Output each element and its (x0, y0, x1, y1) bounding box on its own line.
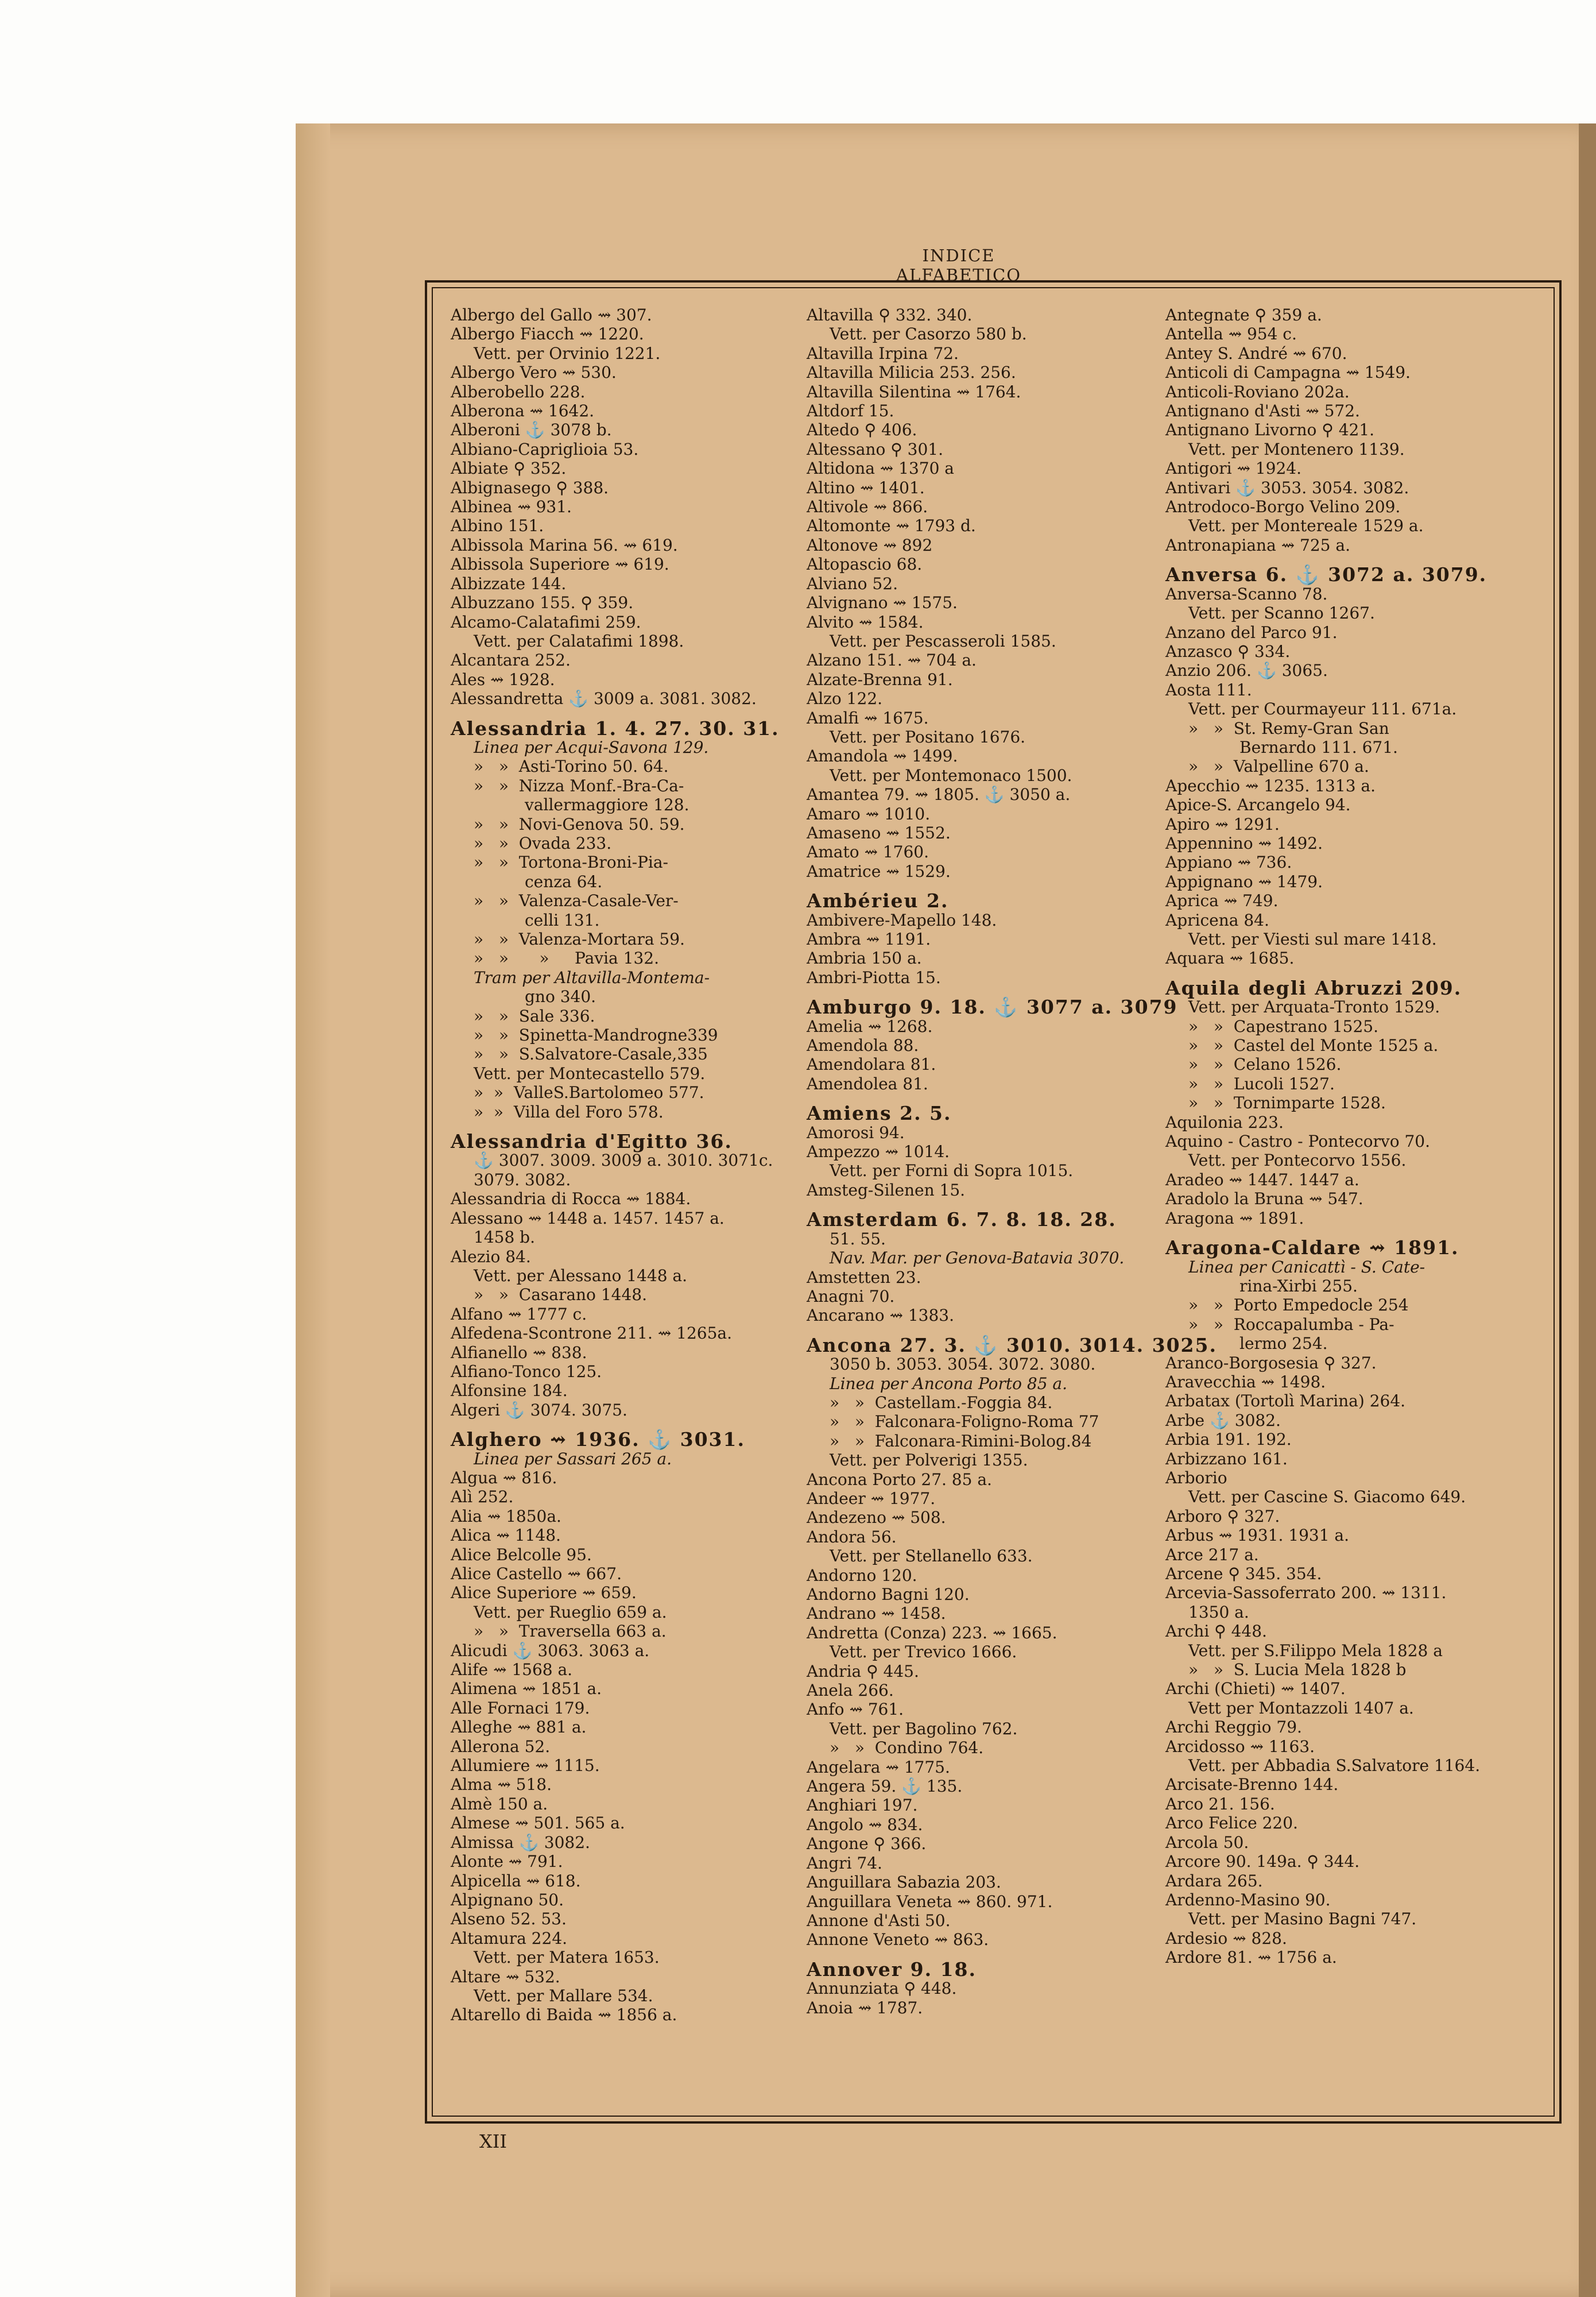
index-entry: Altavilla Silentina ⇝ 1764. (807, 382, 1021, 401)
index-entry: Altavilla ⚲ 332. 340. (807, 306, 973, 324)
page-number: XII (479, 2130, 508, 2152)
index-entry: Apiro ⇝ 1291. (1165, 814, 1280, 834)
index-entry: » » Sale 336. (474, 1006, 595, 1026)
index-entry: » » Celano 1526. (1188, 1055, 1342, 1074)
index-entry: » » S.Salvatore-Casale,335 (474, 1045, 708, 1064)
index-entry: Vett. per Montemonaco 1500. (830, 765, 1072, 785)
index-entry: Andria ⚲ 445. (807, 1661, 919, 1681)
index-entry: Vett. per Matera 1653. (474, 1948, 660, 1967)
index-entry: Altidona ⇝ 1370 a (807, 459, 955, 478)
page-spine (1579, 123, 1596, 2297)
index-entry: Arcisate-Brenno 144. (1165, 1775, 1339, 1795)
index-entry: Alcantara 252. (451, 651, 571, 670)
index-entry: Anoia ⇝ 1787. (807, 1998, 923, 2017)
index-entry: Altedo ⚲ 406. (807, 420, 917, 440)
index-entry: Vett. per Pontecorvo 1556. (1188, 1151, 1407, 1170)
index-entry: vallermaggiore 128. (474, 795, 689, 815)
index-entry: Albizzate 144. (451, 574, 567, 593)
index-entry: Alberona ⇝ 1642. (451, 401, 595, 421)
index-entry: Aquilonia 223. (1165, 1112, 1284, 1132)
index-entry: Ambria 150 a. (807, 949, 922, 968)
index-entry: Vett. per Montereale 1529 a. (1188, 516, 1424, 536)
index-entry: Angera 59. ⚓ 135. (807, 1777, 963, 1796)
index-entry: Archi ⚲ 448. (1165, 1622, 1267, 1641)
index-entry: » » Falconara-Foligno-Roma 77 (830, 1412, 1099, 1432)
index-entry: Aranco-Borgosesia ⚲ 327. (1165, 1353, 1377, 1372)
index-entry: Anguillara Sabazia 203. (807, 1873, 1001, 1892)
index-entry: Aragona ⇝ 1891. (1165, 1208, 1304, 1228)
index-entry: » » » Pavia 132. (474, 949, 659, 968)
index-entry: Arbe ⚓ 3082. (1165, 1410, 1281, 1430)
index-entry: Alfianello ⇝ 838. (451, 1343, 587, 1362)
index-entry: Angone ⚲ 366. (807, 1834, 927, 1854)
index-entry: » » St. Remy-Gran San (1188, 718, 1389, 738)
index-entry: Alezio 84. (451, 1247, 531, 1266)
index-entry: Amsterdam 6. 7. 8. 18. 28. (807, 1208, 1117, 1231)
index-entry: Andorno Bagni 120. (807, 1585, 970, 1604)
index-entry: Albino 151. (451, 516, 544, 536)
index-entry: Amaseno ⇝ 1552. (807, 823, 951, 842)
index-entry: Alicudi ⚓ 3063. 3063 a. (451, 1641, 650, 1660)
index-entry: ⚓ 3007. 3009. 3009 a. 3010. 3071c. (474, 1151, 773, 1170)
index-entry: Albissola Marina 56. ⇝ 619. (451, 535, 678, 555)
index-entry: Anela 266. (807, 1681, 894, 1700)
index-entry: Vett. per Polverigi 1355. (830, 1451, 1028, 1470)
index-entry: Arce 217 a. (1165, 1545, 1259, 1564)
index-entry: Amaro ⇝ 1010. (807, 804, 931, 823)
index-entry: » » Castellam.-Foggia 84. (830, 1393, 1053, 1412)
index-entry: Vett. per Calatafimi 1898. (474, 631, 684, 651)
index-entry: 1350 a. (1188, 1602, 1249, 1622)
index-entry: Antronapiana ⇝ 725 a. (1165, 535, 1350, 555)
index-entry: » » Castel del Monte 1525 a. (1188, 1036, 1439, 1055)
index-entry: Annone Veneto ⇝ 863. (807, 1930, 989, 1950)
index-entry: » » Condino 764. (830, 1738, 984, 1758)
index-entry: Altdorf 15. (807, 401, 894, 421)
index-entry: Vett. per Rueglio 659 a. (474, 1602, 667, 1622)
index-entry: Arcore 90. 149a. ⚲ 344. (1165, 1852, 1360, 1871)
index-entry: rina-Xirbi 255. (1188, 1276, 1358, 1296)
index-entry: » » Porto Empedocle 254 (1188, 1296, 1409, 1315)
index-entry: Almissa ⚓ 3082. (451, 1832, 590, 1852)
index-entry: Vett. per Abbadia S.Salvatore 1164. (1188, 1756, 1481, 1776)
index-entry: Altivole ⇝ 866. (807, 497, 928, 517)
index-entry: Arbatax (Tortolì Marina) 264. (1165, 1391, 1406, 1411)
index-entry: Vett. per Arquata-Tronto 1529. (1188, 997, 1440, 1017)
index-entry: Arbizzano 161. (1165, 1449, 1288, 1468)
index-entry: Altessano ⚲ 301. (807, 439, 943, 459)
index-entry: Arcidosso ⇝ 1163. (1165, 1737, 1315, 1756)
index-entry: Almese ⇝ 501. 565 a. (451, 1813, 625, 1833)
index-entry: » » Lucoli 1527. (1188, 1074, 1335, 1093)
index-entry: Albuzzano 155. ⚲ 359. (451, 593, 634, 613)
index-entry: Ambra ⇝ 1191. (807, 930, 931, 949)
index-entry: Amburgo 9. 18. ⚓ 3077 a. 3079 (807, 996, 1178, 1019)
index-entry: Alonte ⇝ 791. (451, 1852, 563, 1871)
index-entry: Altare ⇝ 532. (451, 1967, 560, 1986)
index-entry: Amalfi ⇝ 1675. (807, 708, 929, 728)
index-entry: Antrodoco-Borgo Velino 209. (1165, 497, 1401, 517)
index-entry: Vett. per S.Filippo Mela 1828 a (1188, 1641, 1443, 1660)
index-entry: Arborio (1165, 1468, 1227, 1487)
index-entry: Altopascio 68. (807, 555, 923, 574)
index-entry: » » Ovada 233. (474, 833, 612, 853)
index-entry: Arcene ⚲ 345. 354. (1165, 1564, 1322, 1583)
index-entry: Alessandria 1. 4. 27. 30. 31. (451, 717, 780, 740)
index-entry: Algua ⇝ 816. (451, 1468, 557, 1487)
index-entry: Albissola Superiore ⇝ 619. (451, 555, 669, 574)
index-entry: Amendola 88. (807, 1036, 919, 1055)
index-entry: Altomonte ⇝ 1793 d. (807, 516, 976, 536)
index-entry: Archi (Chieti) ⇝ 1407. (1165, 1679, 1346, 1699)
index-entry: Alberoni ⚓ 3078 b. (451, 420, 612, 440)
index-entry: Alfedena-Scontrone 211. ⇝ 1265a. (451, 1324, 732, 1343)
index-entry: Albinea ⇝ 931. (451, 497, 572, 517)
index-entry: Alice Superiore ⇝ 659. (451, 1583, 637, 1603)
index-entry: Vett. per Alessano 1448 a. (474, 1266, 688, 1285)
index-entry: Annunziata ⚲ 448. (807, 1979, 957, 1998)
index-entry: Arcevia-Sassoferrato 200. ⇝ 1311. (1165, 1583, 1447, 1603)
index-entry: Amiens 2. 5. (807, 1102, 952, 1125)
index-entry: Alpignano 50. (451, 1890, 564, 1909)
index-entry: » » S. Lucia Mela 1828 b (1188, 1660, 1407, 1680)
index-entry: Vett. per Forni di Sopra 1015. (830, 1161, 1074, 1181)
index-entry: Vett. per Cascine S. Giacomo 649. (1188, 1487, 1466, 1507)
index-entry: Alessandria di Rocca ⇝ 1884. (451, 1189, 691, 1209)
index-entry: Alma ⇝ 518. (451, 1775, 552, 1795)
index-entry: Alica ⇝ 1148. (451, 1526, 561, 1545)
index-entry: Altino ⇝ 1401. (807, 478, 925, 497)
index-entry: Ardara 265. (1165, 1871, 1263, 1890)
index-entry: Vett. per Viesti sul mare 1418. (1188, 930, 1437, 949)
index-entry: Altavilla Milicia 253. 256. (807, 363, 1016, 382)
index-entry: » » Novi-Genova 50. 59. (474, 814, 685, 834)
index-entry: Antignano Livorno ⚲ 421. (1165, 420, 1375, 440)
index-column-3 (1165, 306, 1533, 1967)
index-entry: Annover 9. 18. (807, 1958, 977, 1981)
index-entry: Albiano-Capriglioia 53. (451, 439, 639, 459)
index-entry: lermo 254. (1188, 1334, 1328, 1354)
index-entry: Vett. per Trevico 1666. (830, 1642, 1017, 1662)
index-entry: Almè 150 a. (451, 1794, 548, 1813)
index-entry: » » Villa del Foro 578. (474, 1102, 664, 1122)
index-entry: Ambri-Piotta 15. (807, 968, 941, 987)
index-entry: Anfo ⇝ 761. (807, 1700, 904, 1719)
index-entry: Vett. per Montenero 1139. (1188, 439, 1405, 459)
index-entry: Ambérieu 2. (807, 890, 949, 912)
index-entry: » » Valpelline 670 a. (1188, 757, 1369, 776)
index-entry: Vett. per Casorzo 580 b. (830, 324, 1027, 344)
index-entry: Amendolea 81. (807, 1074, 928, 1093)
index-entry: Alghero ⇝ 1936. ⚓ 3031. (451, 1428, 745, 1451)
index-entry: Alvito ⇝ 1584. (807, 612, 924, 632)
index-entry: Alzano 151. ⇝ 704 a. (807, 651, 977, 670)
index-entry: Angolo ⇝ 834. (807, 1815, 923, 1834)
index-entry: Albergo Fiacch ⇝ 1220. (451, 324, 644, 344)
index-entry: Amendolara 81. (807, 1055, 936, 1074)
index-entry: Arcola 50. (1165, 1832, 1249, 1852)
index-entry: » » Tortona-Broni-Pia- (474, 853, 669, 872)
index-entry: Arco Felice 220. (1165, 1813, 1298, 1833)
index-entry: Andora 56. (807, 1527, 897, 1546)
index-entry: Ancona Porto 27. 85 a. (807, 1470, 992, 1489)
index-entry: Amelia ⇝ 1268. (807, 1016, 933, 1036)
index-entry: Alife ⇝ 1568 a. (451, 1660, 573, 1680)
index-entry: Ardore 81. ⇝ 1756 a. (1165, 1948, 1337, 1967)
index-entry: Vett. per Orvinio 1221. (474, 343, 661, 363)
index-entry: Alpicella ⇝ 618. (451, 1871, 581, 1890)
index-entry: Aosta 111. (1165, 680, 1252, 699)
index-entry: Andezeno ⇝ 508. (807, 1508, 946, 1528)
index-entry: » » Traversella 663 a. (474, 1622, 667, 1641)
index-entry: Apice-S. Arcangelo 94. (1165, 795, 1351, 815)
index-entry: Ampezzo ⇝ 1014. (807, 1142, 950, 1162)
index-entry: Amsteg-Silenen 15. (807, 1180, 966, 1200)
index-entry: Alvignano ⇝ 1575. (807, 593, 958, 613)
index-entry: » » Nizza Monf.-Bra-Ca- (474, 776, 684, 795)
index-entry: Andorno 120. (807, 1565, 917, 1585)
index-entry: Vett. per Montecastello 579. (474, 1064, 706, 1083)
index-entry: » » Capestrano 1525. (1188, 1016, 1379, 1036)
index-entry: Alzo 122. (807, 689, 883, 709)
index-entry: » » Casarano 1448. (474, 1285, 647, 1305)
index-entry: Altavilla Irpina 72. (807, 343, 959, 363)
index-entry: Antella ⇝ 954 c. (1165, 324, 1297, 344)
index-entry: Allumiere ⇝ 1115. (451, 1756, 600, 1776)
index-entry: Anghiari 197. (807, 1796, 918, 1815)
index-entry: Linea per Sassari 265 a. (474, 1449, 672, 1468)
index-entry: Antigori ⇝ 1924. (1165, 459, 1302, 478)
index-entry: Alessano ⇝ 1448 a. 1457. 1457 a. (451, 1208, 725, 1228)
index-entry: Anguillara Veneta ⇝ 860. 971. (807, 1892, 1053, 1911)
page-edge (296, 123, 330, 2297)
index-entry: Linea per Acqui-Savona 129. (474, 737, 709, 757)
index-entry: Apecchio ⇝ 1235. 1313 a. (1165, 776, 1376, 795)
index-entry: Alcamo-Calatafimi 259. (451, 612, 641, 632)
index-entry: Antivari ⚓ 3053. 3054. 3082. (1165, 478, 1409, 497)
index-entry: » » Tornimparte 1528. (1188, 1093, 1386, 1113)
index-entry: Altarello di Baida ⇝ 1856 a. (451, 2005, 677, 2025)
index-entry: Aradeo ⇝ 1447. 1447 a. (1165, 1170, 1359, 1189)
index-entry: Vett. per Bagolino 762. (830, 1719, 1018, 1738)
index-entry: » » Asti-Torino 50. 64. (474, 757, 669, 776)
index-entry: Arbus ⇝ 1931. 1931 a. (1165, 1526, 1350, 1545)
index-entry: Amandola ⇝ 1499. (807, 747, 958, 766)
index-entry: Alle Fornaci 179. (451, 1698, 590, 1718)
index-entry: Ancona 27. 3. ⚓ 3010. 3014. 3025. (807, 1333, 1217, 1356)
index-entry: 1458 b. (474, 1228, 535, 1247)
index-entry: Alzate-Brenna 91. (807, 670, 953, 689)
index-entry: Anagni 70. (807, 1286, 895, 1306)
index-entry: Alfiano-Tonco 125. (451, 1362, 602, 1381)
index-entry: » » Spinetta-Mandrogne339 (474, 1026, 718, 1045)
index-entry: Andretta (Conza) 223. ⇝ 1665. (807, 1623, 1057, 1642)
index-entry: Aprica ⇝ 749. (1165, 891, 1279, 911)
index-entry: cenza 64. (474, 872, 603, 891)
index-entry: Vett. per Stellanello 633. (830, 1546, 1033, 1566)
index-entry: Vett. per Scanno 1267. (1188, 604, 1375, 623)
index-entry: Arbia 191. 192. (1165, 1430, 1292, 1449)
index-entry: Anzano del Parco 91. (1165, 622, 1338, 642)
index-entry: Altamura 224. (451, 1928, 568, 1948)
index-entry: Alia ⇝ 1850a. (451, 1506, 561, 1526)
index-entry: Vett. per Positano 1676. (830, 727, 1026, 747)
index-entry: Antegnate ⚲ 359 a. (1165, 306, 1322, 324)
index-entry: Altonove ⇝ 892 (807, 535, 933, 555)
index-entry: Albergo del Gallo ⇝ 307. (451, 306, 652, 324)
index-entry: Alberobello 228. (451, 382, 586, 401)
index-entry: 3079. 3082. (474, 1170, 571, 1189)
index-entry: Alice Castello ⇝ 667. (451, 1564, 622, 1583)
index-entry: Anticoli-Roviano 202a. (1165, 382, 1350, 401)
index-entry: Aquino - Castro - Pontecorvo 70. (1165, 1132, 1430, 1151)
index-entry: Tram per Altavilla-Montema- (474, 968, 710, 987)
index-entry: Alleghe ⇝ 881 a. (451, 1718, 587, 1737)
index-entry: Alice Belcolle 95. (451, 1545, 592, 1564)
index-entry: Aragona-Caldare ⇝ 1891. (1165, 1236, 1459, 1259)
index-entry: Aquila degli Abruzzi 209. (1165, 976, 1462, 999)
index-entry: Alessandria d'Egitto 36. (451, 1130, 733, 1153)
index-entry: Alfonsine 184. (451, 1381, 568, 1401)
index-entry: Annone d'Asti 50. (807, 1911, 951, 1930)
index-column-1 (451, 306, 807, 2025)
index-entry: Amstetten 23. (807, 1267, 921, 1287)
index-entry: » » ValleS.Bartolomeo 577. (474, 1083, 704, 1103)
index-entry: Andrano ⇝ 1458. (807, 1604, 946, 1623)
index-entry: Alì 252. (451, 1487, 514, 1507)
index-entry: Anticoli di Campagna ⇝ 1549. (1165, 363, 1411, 382)
index-entry: Ardesio ⇝ 828. (1165, 1928, 1287, 1948)
index-entry: Ardenno-Masino 90. (1165, 1890, 1331, 1909)
index-entry: Andeer ⇝ 1977. (807, 1488, 936, 1508)
index-entry: » » Valenza-Mortara 59. (474, 930, 685, 949)
index-entry: Alfano ⇝ 1777 c. (451, 1304, 587, 1324)
index-entry: Appennino ⇝ 1492. (1165, 833, 1323, 853)
index-entry: Angelara ⇝ 1775. (807, 1757, 950, 1777)
index-entry: gno 340. (474, 987, 596, 1007)
index-entry: Vett. per Pescasseroli 1585. (830, 631, 1056, 651)
index-entry: 3050 b. 3053. 3054. 3072. 3080. (830, 1355, 1096, 1374)
index-entry: Anversa-Scanno 78. (1165, 584, 1328, 604)
index-entry: Albiate ⚲ 352. (451, 459, 567, 478)
index-entry: Antignano d'Asti ⇝ 572. (1165, 401, 1360, 421)
index-entry: Angri 74. (807, 1853, 882, 1873)
index-entry: Vett. per Courmayeur 111. 671a. (1188, 699, 1457, 719)
index-entry: Vett per Montazzoli 1407 a. (1188, 1698, 1414, 1718)
index-entry: Anzio 206. ⚓ 3065. (1165, 661, 1328, 680)
index-entry: Alseno 52. 53. (451, 1909, 567, 1929)
index-entry: Antey S. André ⇝ 670. (1165, 343, 1347, 363)
index-entry: Appignano ⇝ 1479. (1165, 872, 1323, 891)
index-entry: Anzasco ⚲ 334. (1165, 641, 1291, 661)
index-entry: Vett. per Mallare 534. (474, 1986, 653, 2005)
page-header: INDICE ALFABETICO (896, 246, 1021, 285)
index-entry: Allerona 52. (451, 1737, 551, 1756)
index-entry: Albergo Vero ⇝ 530. (451, 363, 617, 382)
index-entry: 51. 55. (830, 1229, 886, 1248)
index-entry: Algeri ⚓ 3074. 3075. (451, 1400, 627, 1420)
index-entry: Archi Reggio 79. (1165, 1718, 1302, 1737)
index-entry: Appiano ⇝ 736. (1165, 853, 1292, 872)
index-entry: Vett. per Masino Bagni 747. (1188, 1909, 1417, 1929)
index-entry: Aquara ⇝ 1685. (1165, 949, 1295, 968)
index-entry: » » Falconara-Rimini-Bolog.84 (830, 1431, 1092, 1451)
index-entry: Alessandretta ⚓ 3009 a. 3081. 3082. (451, 689, 757, 709)
index-entry: Alviano 52. (807, 574, 898, 593)
index-entry: Aravecchia ⇝ 1498. (1165, 1372, 1326, 1391)
index-entry: Ales ⇝ 1928. (451, 670, 555, 689)
index-entry: Arco 21. 156. (1165, 1794, 1275, 1813)
index-entry: Arboro ⚲ 327. (1165, 1506, 1280, 1526)
index-entry: Ambivere-Mapello 148. (807, 910, 997, 930)
index-entry: celli 131. (474, 910, 600, 930)
index-entry: Anversa 6. ⚓ 3072 a. 3079. (1165, 563, 1487, 586)
index-entry: » » Valenza-Casale-Ver- (474, 891, 679, 911)
index-entry: Amantea 79. ⇝ 1805. ⚓ 3050 a. (807, 785, 1071, 805)
index-entry: Linea per Ancona Porto 85 a. (830, 1374, 1068, 1393)
index-entry: Alimena ⇝ 1851 a. (451, 1679, 602, 1699)
index-entry: Amorosi 94. (807, 1123, 905, 1142)
index-entry: Apricena 84. (1165, 910, 1269, 930)
index-entry: Bernardo 111. 671. (1188, 737, 1398, 757)
index-entry: Amato ⇝ 1760. (807, 842, 929, 862)
index-entry: Amatrice ⇝ 1529. (807, 861, 951, 881)
index-entry: Aradolo la Bruna ⇝ 547. (1165, 1189, 1363, 1209)
index-entry: Ancarano ⇝ 1383. (807, 1306, 955, 1325)
index-entry: Nav. Mar. per Genova-Batavia 3070. (830, 1248, 1125, 1268)
index-entry: Linea per Canicattì - S. Cate- (1188, 1257, 1425, 1277)
index-entry: Albignasego ⚲ 388. (451, 478, 609, 497)
index-entry: » » Roccapalumba - Pa- (1188, 1314, 1394, 1334)
